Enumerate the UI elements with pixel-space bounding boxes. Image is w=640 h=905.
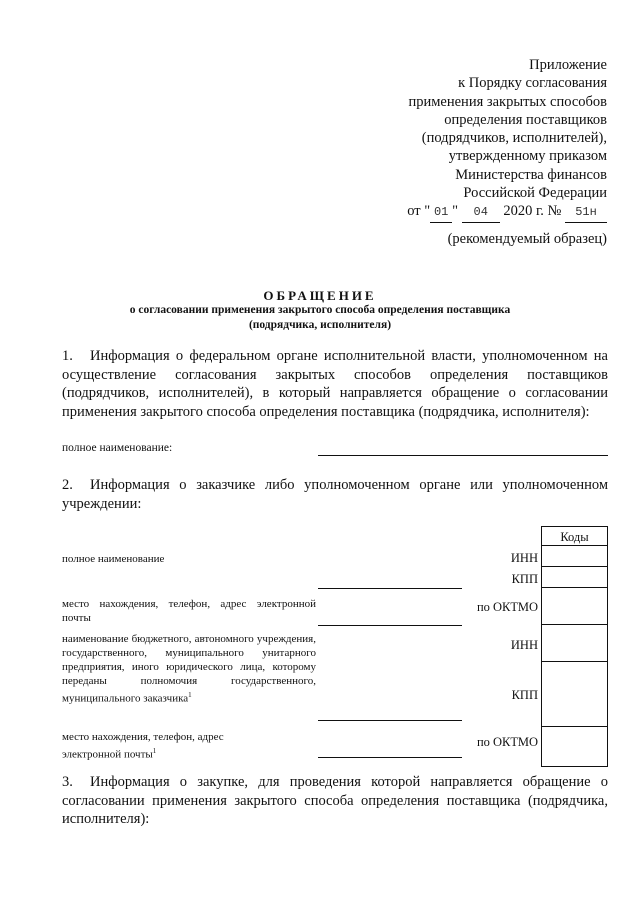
- appendix-block: [347, 56, 607, 223]
- appendix-line: Приложение: [529, 57, 607, 73]
- code-cell-inn-2[interactable]: [541, 625, 608, 662]
- date-prefix: от ": [407, 203, 431, 220]
- section-text: Информация о закупке, для проведения которой направляется обращение о согласовании применения закрытого способа определения поставщика (подрядчика, исполнителя):: [62, 774, 608, 828]
- field-label: полное наименование:: [62, 442, 173, 454]
- section-text: Информация о заказчике либо уполномоченном органе или уполномоченном учреждении:: [62, 477, 608, 512]
- section-2: [62, 476, 608, 513]
- code-cell-oktmo-2[interactable]: [541, 727, 608, 767]
- section-number: 3.: [62, 774, 73, 790]
- oktmo-label: по ОКТМО: [476, 735, 538, 749]
- appendix-line: к Порядку согласования: [458, 75, 607, 92]
- section-3: [62, 773, 608, 829]
- date-day: 01: [430, 203, 452, 222]
- section-text: Информация о федеральном органе исполнительной власти, уполномоченном на осуществление согласования закрытых способов определения поставщиков (подрядчиков, исполнителей), в который направляется обращение о согласовании применения закрытого способа определения поставщика (подрядчика, исполнителя):: [62, 348, 608, 420]
- codes-header: Коды: [541, 526, 608, 546]
- kpp-label: КПП: [511, 688, 538, 702]
- section-number: 2.: [62, 477, 73, 493]
- location-2-field[interactable]: [318, 757, 462, 758]
- full-name-field[interactable]: [318, 588, 462, 589]
- code-cell-oktmo[interactable]: [541, 588, 608, 625]
- inn-label: ИНН: [510, 551, 538, 565]
- subtitle-line: о согласовании применения закрытого способа определения поставщика: [129, 304, 511, 316]
- inn-label: ИНН: [510, 638, 538, 652]
- budget-org-field[interactable]: [318, 720, 462, 721]
- location-field[interactable]: [318, 625, 462, 626]
- section-number: 1.: [62, 348, 73, 364]
- code-cell-inn[interactable]: [541, 546, 608, 567]
- field-label: место нахождения, телефон, адрес электронной почты: [62, 598, 316, 624]
- appendix-line: применения закрытых способов: [408, 93, 607, 110]
- oktmo-label: по ОКТМО: [476, 600, 538, 614]
- full-name-field[interactable]: [318, 455, 608, 456]
- codes-table: [541, 526, 608, 767]
- subtitle-line: (подрядчика, исполнителя): [248, 319, 392, 331]
- appendix-line: определения поставщиков: [444, 111, 607, 128]
- field-label: [62, 632, 316, 706]
- code-cell-kpp[interactable]: [541, 567, 608, 588]
- code-cell-kpp-2[interactable]: [541, 662, 608, 727]
- document-subtitle: [60, 303, 580, 333]
- kpp-label: КПП: [511, 572, 538, 586]
- date-year: 2020 г. №: [503, 203, 562, 220]
- recommended-sample: (рекомендуемый образец): [447, 231, 607, 247]
- order-date-line: [347, 202, 607, 222]
- appendix-line: утвержденному приказом: [448, 148, 607, 165]
- footnote-mark: 1: [152, 747, 157, 755]
- section-1: [62, 347, 608, 421]
- appendix-line: Российской Федерации: [463, 185, 607, 202]
- date-month: 04: [462, 203, 500, 222]
- field-label: [62, 730, 262, 762]
- appendix-line: (подрядчиков, исполнителей),: [421, 130, 607, 147]
- field-label: полное наименование: [62, 553, 165, 565]
- appendix-line: Министерства финансов: [455, 166, 607, 183]
- footnote-mark: 1: [188, 691, 192, 699]
- location-2-text: место нахождения, телефон, адрес электронной почты: [62, 731, 224, 761]
- budget-org-text: наименование бюджетного, автономного учреждения, государственного, муниципального унитарного предприятия, иного юридического лица, которому переданы полномочия государственного, муниципального заказчика: [62, 633, 316, 705]
- document-title: ОБРАЩЕНИЕ: [263, 288, 377, 303]
- date-quote: ": [452, 203, 459, 220]
- order-number: 51н: [565, 203, 607, 222]
